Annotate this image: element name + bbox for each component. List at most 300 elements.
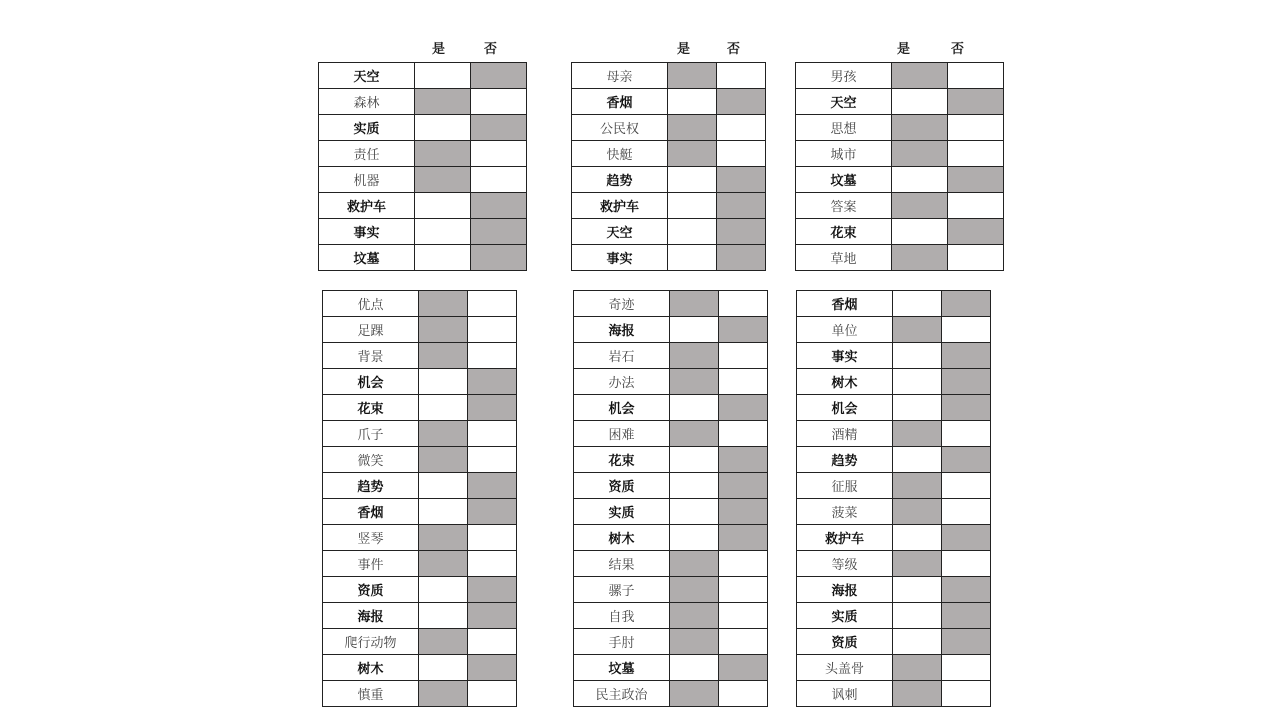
- yes-cell: [893, 499, 942, 525]
- word-cell: 爬行动物: [323, 629, 419, 655]
- table-row: [797, 499, 991, 525]
- yes-cell: [419, 395, 468, 421]
- table-row: [572, 219, 766, 245]
- table-row: [796, 141, 1004, 167]
- yes-cell: [892, 245, 948, 271]
- no-cell: [468, 499, 517, 525]
- no-cell: [719, 525, 768, 551]
- word-cell: 讽刺: [797, 681, 893, 707]
- word-cell: 困难: [574, 421, 670, 447]
- no-cell: [942, 603, 991, 629]
- word-cell: 天空: [572, 219, 668, 245]
- table-row: [323, 681, 517, 707]
- no-cell: [717, 89, 766, 115]
- yes-cell: [670, 447, 719, 473]
- yes-cell: [415, 141, 471, 167]
- table-row: [319, 141, 527, 167]
- no-cell: [948, 193, 1004, 219]
- table-row: [323, 551, 517, 577]
- no-cell: [471, 245, 527, 271]
- yes-cell: [415, 245, 471, 271]
- no-cell: [942, 395, 991, 421]
- table-row: [797, 447, 991, 473]
- yes-cell: [668, 219, 717, 245]
- no-cell: [468, 369, 517, 395]
- word-table-4: [322, 290, 517, 707]
- word-cell: 天空: [796, 89, 892, 115]
- table-row: [319, 89, 527, 115]
- yes-cell: [415, 63, 471, 89]
- no-cell: [948, 89, 1004, 115]
- no-cell: [468, 655, 517, 681]
- yes-cell: [893, 395, 942, 421]
- yes-cell: [893, 447, 942, 473]
- yes-cell: [419, 473, 468, 499]
- yes-cell: [419, 291, 468, 317]
- no-cell: [468, 343, 517, 369]
- no-cell: [471, 141, 527, 167]
- table-row: [797, 603, 991, 629]
- no-cell: [717, 193, 766, 219]
- table-row: [574, 499, 768, 525]
- no-cell: [468, 629, 517, 655]
- no-cell: [719, 629, 768, 655]
- table-row: [797, 577, 991, 603]
- yes-cell: [670, 499, 719, 525]
- word-cell: 实质: [797, 603, 893, 629]
- no-cell: [942, 343, 991, 369]
- word-cell: 事实: [797, 343, 893, 369]
- word-cell: 民主政治: [574, 681, 670, 707]
- yes-cell: [892, 167, 948, 193]
- table-row: [572, 167, 766, 193]
- word-cell: 菠菜: [797, 499, 893, 525]
- table-row: [319, 115, 527, 141]
- yes-cell: [670, 655, 719, 681]
- table-row: [797, 655, 991, 681]
- word-cell: 酒精: [797, 421, 893, 447]
- no-cell: [468, 291, 517, 317]
- table-row: [796, 245, 1004, 271]
- table-row: [574, 369, 768, 395]
- table-row: [797, 525, 991, 551]
- header-yes-3: 是: [897, 42, 911, 57]
- yes-cell: [668, 141, 717, 167]
- yes-cell: [893, 577, 942, 603]
- table-row: [797, 629, 991, 655]
- no-cell: [948, 115, 1004, 141]
- no-cell: [717, 167, 766, 193]
- no-cell: [942, 291, 991, 317]
- yes-cell: [668, 193, 717, 219]
- word-cell: 资质: [797, 629, 893, 655]
- yes-cell: [419, 681, 468, 707]
- word-cell: 责任: [319, 141, 415, 167]
- word-cell: 足踝: [323, 317, 419, 343]
- no-cell: [717, 219, 766, 245]
- yes-cell: [419, 499, 468, 525]
- no-cell: [942, 369, 991, 395]
- yes-cell: [670, 343, 719, 369]
- table-row: [797, 395, 991, 421]
- word-cell: 城市: [796, 141, 892, 167]
- table-row: [574, 577, 768, 603]
- word-cell: 征服: [797, 473, 893, 499]
- table-row: [323, 395, 517, 421]
- table-row: [796, 219, 1004, 245]
- table-row: [323, 343, 517, 369]
- no-cell: [942, 525, 991, 551]
- word-cell: 花束: [796, 219, 892, 245]
- word-table-6: [796, 290, 991, 707]
- no-cell: [719, 421, 768, 447]
- yes-cell: [670, 317, 719, 343]
- word-cell: 花束: [574, 447, 670, 473]
- table-row: [574, 681, 768, 707]
- table-row: [574, 317, 768, 343]
- word-cell: 树木: [574, 525, 670, 551]
- word-cell: 实质: [319, 115, 415, 141]
- yes-cell: [892, 89, 948, 115]
- word-cell: 竖琴: [323, 525, 419, 551]
- no-cell: [948, 167, 1004, 193]
- yes-cell: [419, 421, 468, 447]
- table-row: [574, 343, 768, 369]
- word-cell: 坟墓: [574, 655, 670, 681]
- word-cell: 机会: [797, 395, 893, 421]
- no-cell: [948, 219, 1004, 245]
- word-cell: 结果: [574, 551, 670, 577]
- yes-cell: [419, 551, 468, 577]
- word-cell: 头盖骨: [797, 655, 893, 681]
- no-cell: [942, 629, 991, 655]
- no-cell: [471, 193, 527, 219]
- no-cell: [468, 603, 517, 629]
- no-cell: [942, 317, 991, 343]
- no-cell: [471, 219, 527, 245]
- yes-cell: [893, 343, 942, 369]
- yes-cell: [668, 245, 717, 271]
- table-row: [796, 115, 1004, 141]
- word-cell: 优点: [323, 291, 419, 317]
- header-yes-2: 是: [677, 42, 691, 57]
- yes-cell: [670, 473, 719, 499]
- no-cell: [719, 395, 768, 421]
- table-row: [574, 421, 768, 447]
- table-row: [574, 551, 768, 577]
- no-cell: [468, 447, 517, 473]
- yes-cell: [670, 421, 719, 447]
- word-cell: 救护车: [797, 525, 893, 551]
- table-row: [319, 167, 527, 193]
- table-row: [574, 447, 768, 473]
- yes-cell: [893, 369, 942, 395]
- word-cell: 事实: [319, 219, 415, 245]
- yes-cell: [893, 629, 942, 655]
- no-cell: [942, 499, 991, 525]
- yes-cell: [670, 577, 719, 603]
- no-cell: [719, 499, 768, 525]
- yes-cell: [893, 655, 942, 681]
- no-cell: [719, 291, 768, 317]
- no-cell: [468, 681, 517, 707]
- yes-cell: [419, 603, 468, 629]
- table-row: [319, 63, 527, 89]
- table-row: [574, 395, 768, 421]
- yes-cell: [892, 115, 948, 141]
- word-cell: 男孩: [796, 63, 892, 89]
- yes-cell: [668, 89, 717, 115]
- table-row: [323, 473, 517, 499]
- table-row: [572, 141, 766, 167]
- table-row: [574, 655, 768, 681]
- table-row: [323, 603, 517, 629]
- no-cell: [719, 681, 768, 707]
- word-cell: 资质: [574, 473, 670, 499]
- word-cell: 手肘: [574, 629, 670, 655]
- yes-cell: [893, 421, 942, 447]
- word-cell: 爪子: [323, 421, 419, 447]
- yes-cell: [892, 141, 948, 167]
- word-cell: 奇迹: [574, 291, 670, 317]
- table-row: [574, 473, 768, 499]
- table-row: [796, 193, 1004, 219]
- word-cell: 森林: [319, 89, 415, 115]
- yes-cell: [668, 115, 717, 141]
- table-row: [572, 193, 766, 219]
- no-cell: [942, 473, 991, 499]
- no-cell: [719, 655, 768, 681]
- table-row: [572, 89, 766, 115]
- word-cell: 公民权: [572, 115, 668, 141]
- word-cell: 慎重: [323, 681, 419, 707]
- word-cell: 趋势: [797, 447, 893, 473]
- table-row: [574, 629, 768, 655]
- word-cell: 趋势: [323, 473, 419, 499]
- table-row: [323, 291, 517, 317]
- no-cell: [468, 525, 517, 551]
- yes-cell: [419, 629, 468, 655]
- word-cell: 机会: [574, 395, 670, 421]
- yes-cell: [670, 525, 719, 551]
- word-cell: 坟墓: [796, 167, 892, 193]
- no-cell: [468, 395, 517, 421]
- no-cell: [948, 141, 1004, 167]
- table-row: [797, 369, 991, 395]
- word-cell: 花束: [323, 395, 419, 421]
- no-cell: [719, 369, 768, 395]
- no-cell: [942, 421, 991, 447]
- yes-cell: [415, 167, 471, 193]
- yes-cell: [419, 655, 468, 681]
- table-row: [323, 629, 517, 655]
- no-cell: [468, 577, 517, 603]
- word-cell: 等级: [797, 551, 893, 577]
- table-row: [572, 63, 766, 89]
- table-row: [319, 193, 527, 219]
- table-row: [323, 421, 517, 447]
- yes-cell: [415, 115, 471, 141]
- table-row: [574, 291, 768, 317]
- no-cell: [468, 317, 517, 343]
- yes-cell: [668, 63, 717, 89]
- table-row: [796, 63, 1004, 89]
- word-cell: 树木: [323, 655, 419, 681]
- word-cell: 办法: [574, 369, 670, 395]
- header-yes-1: 是: [432, 42, 446, 57]
- no-cell: [942, 655, 991, 681]
- table-row: [572, 115, 766, 141]
- yes-cell: [419, 343, 468, 369]
- table-row: [574, 525, 768, 551]
- yes-cell: [419, 447, 468, 473]
- table-row: [319, 245, 527, 271]
- yes-cell: [893, 525, 942, 551]
- word-cell: 骡子: [574, 577, 670, 603]
- word-cell: 资质: [323, 577, 419, 603]
- word-cell: 香烟: [572, 89, 668, 115]
- no-cell: [942, 447, 991, 473]
- yes-cell: [893, 473, 942, 499]
- table-row: [323, 447, 517, 473]
- yes-cell: [670, 629, 719, 655]
- table-row: [797, 551, 991, 577]
- table-row: [323, 577, 517, 603]
- yes-cell: [892, 63, 948, 89]
- table-row: [572, 245, 766, 271]
- word-cell: 趋势: [572, 167, 668, 193]
- no-cell: [471, 89, 527, 115]
- no-cell: [942, 681, 991, 707]
- no-cell: [717, 63, 766, 89]
- yes-cell: [419, 577, 468, 603]
- word-cell: 机会: [323, 369, 419, 395]
- no-cell: [468, 551, 517, 577]
- yes-cell: [419, 525, 468, 551]
- no-cell: [471, 115, 527, 141]
- word-cell: 事件: [323, 551, 419, 577]
- word-cell: 答案: [796, 193, 892, 219]
- word-cell: 天空: [319, 63, 415, 89]
- word-cell: 母亲: [572, 63, 668, 89]
- no-cell: [717, 115, 766, 141]
- table-row: [323, 369, 517, 395]
- word-cell: 事实: [572, 245, 668, 271]
- word-cell: 单位: [797, 317, 893, 343]
- table-row: [574, 603, 768, 629]
- word-cell: 香烟: [797, 291, 893, 317]
- no-cell: [719, 317, 768, 343]
- no-cell: [468, 421, 517, 447]
- no-cell: [471, 167, 527, 193]
- word-cell: 救护车: [319, 193, 415, 219]
- word-cell: 海报: [797, 577, 893, 603]
- table-row: [797, 317, 991, 343]
- yes-cell: [670, 395, 719, 421]
- word-cell: 自我: [574, 603, 670, 629]
- header-no-1: 否: [484, 42, 498, 57]
- no-cell: [471, 63, 527, 89]
- table-row: [323, 499, 517, 525]
- word-cell: 坟墓: [319, 245, 415, 271]
- yes-cell: [415, 89, 471, 115]
- yes-cell: [415, 219, 471, 245]
- table-row: [797, 421, 991, 447]
- word-cell: 实质: [574, 499, 670, 525]
- word-cell: 海报: [574, 317, 670, 343]
- yes-cell: [415, 193, 471, 219]
- yes-cell: [670, 603, 719, 629]
- no-cell: [719, 447, 768, 473]
- word-table-1: [318, 62, 527, 271]
- table-row: [323, 525, 517, 551]
- word-cell: 海报: [323, 603, 419, 629]
- table-row: [796, 89, 1004, 115]
- word-cell: 救护车: [572, 193, 668, 219]
- table-row: [797, 291, 991, 317]
- table-row: [797, 343, 991, 369]
- word-cell: 岩石: [574, 343, 670, 369]
- no-cell: [468, 473, 517, 499]
- yes-cell: [892, 193, 948, 219]
- no-cell: [717, 245, 766, 271]
- table-row: [323, 655, 517, 681]
- no-cell: [948, 245, 1004, 271]
- word-cell: 思想: [796, 115, 892, 141]
- word-table-3: [795, 62, 1004, 271]
- no-cell: [719, 551, 768, 577]
- word-cell: 树木: [797, 369, 893, 395]
- header-no-3: 否: [951, 42, 965, 57]
- yes-cell: [670, 369, 719, 395]
- word-table-5: [573, 290, 768, 707]
- no-cell: [948, 63, 1004, 89]
- word-cell: 微笑: [323, 447, 419, 473]
- yes-cell: [893, 317, 942, 343]
- no-cell: [942, 551, 991, 577]
- yes-cell: [893, 681, 942, 707]
- word-cell: 快艇: [572, 141, 668, 167]
- table-row: [797, 473, 991, 499]
- table-row: [319, 219, 527, 245]
- yes-cell: [893, 551, 942, 577]
- no-cell: [942, 577, 991, 603]
- yes-cell: [893, 603, 942, 629]
- yes-cell: [670, 291, 719, 317]
- yes-cell: [670, 551, 719, 577]
- no-cell: [719, 603, 768, 629]
- table-row: [796, 167, 1004, 193]
- no-cell: [719, 577, 768, 603]
- yes-cell: [892, 219, 948, 245]
- word-cell: 背景: [323, 343, 419, 369]
- header-no-2: 否: [727, 42, 741, 57]
- word-cell: 草地: [796, 245, 892, 271]
- no-cell: [719, 343, 768, 369]
- yes-cell: [419, 317, 468, 343]
- no-cell: [719, 473, 768, 499]
- table-row: [797, 681, 991, 707]
- table-row: [323, 317, 517, 343]
- no-cell: [717, 141, 766, 167]
- yes-cell: [893, 291, 942, 317]
- yes-cell: [668, 167, 717, 193]
- word-table-2: [571, 62, 766, 271]
- word-cell: 机器: [319, 167, 415, 193]
- yes-cell: [670, 681, 719, 707]
- yes-cell: [419, 369, 468, 395]
- word-cell: 香烟: [323, 499, 419, 525]
